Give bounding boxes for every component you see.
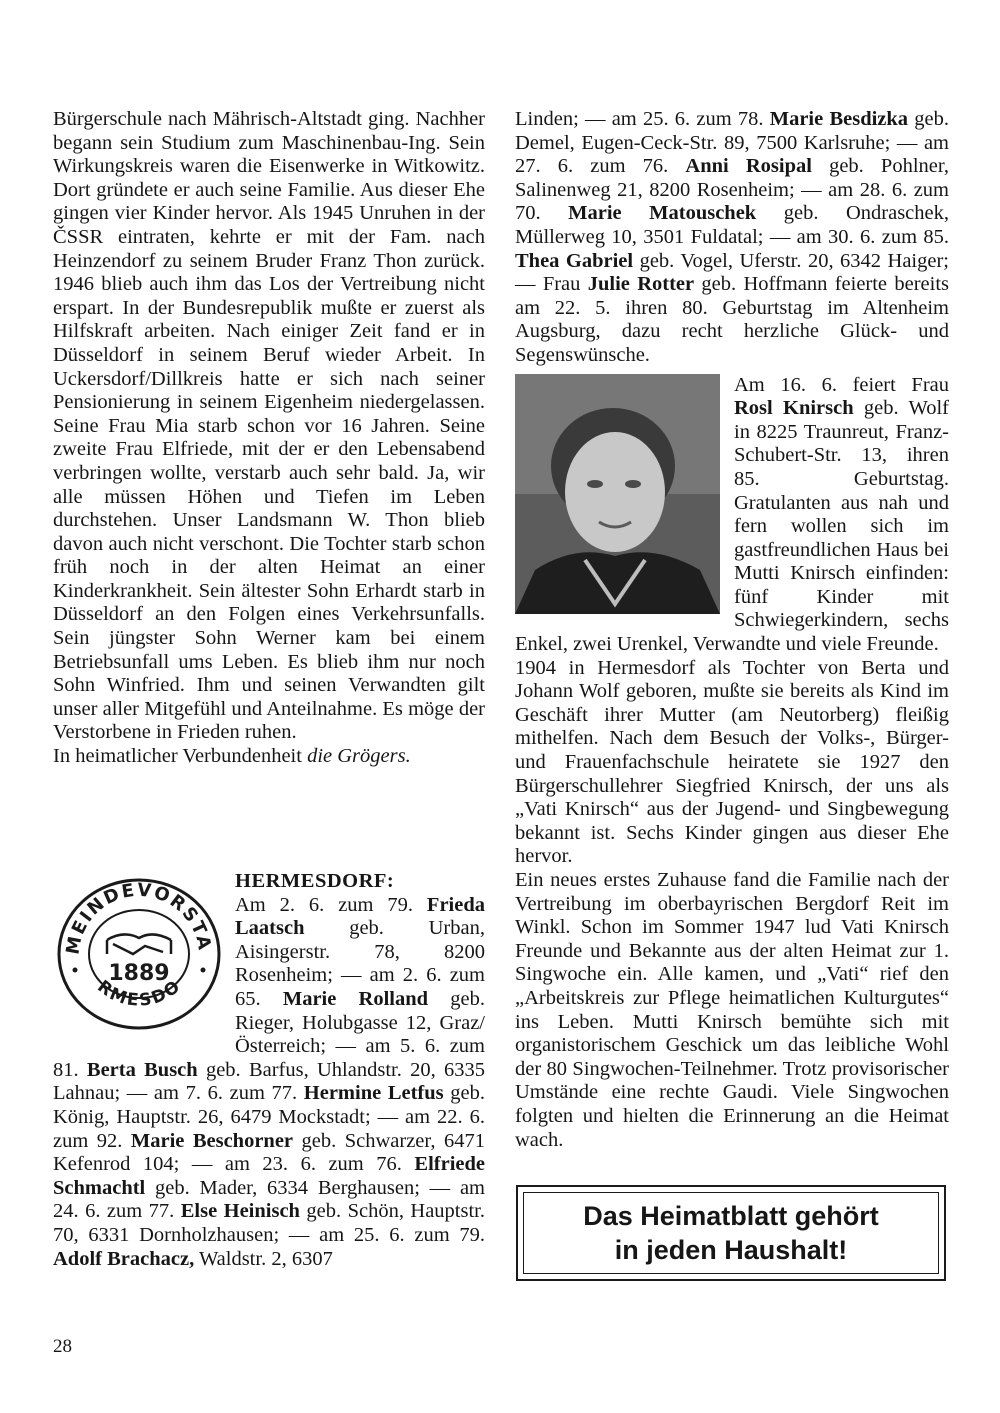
birthday-name: Adolf Brachacz, [53, 1247, 195, 1270]
birthday-name: Marie Besdizka [769, 108, 909, 130]
page-number: 28 [53, 1336, 72, 1357]
left-column-top [53, 108, 485, 769]
hermesdorf-birthdays: HERMESDORF: Am 2. 6. zum 79. Frieda Laatsch geb. Urban, Aisingerstr. 78, 8200 Rosenheim; — am 2. 6. zum 65. Marie Rolland geb. Rieger, Holubgasse 12, Graz/ Österreich; — am 5. 6. zum 81. Berta Busch geb. Barfus, Uhlandstr. 20, 6335 Lahnau; — am 7. 6. zum 77. Hermine Letfus geb. König, Hauptstr. 26, 6479 Mockstadt; — am 22. 6. zum 92. Marie Beschorner geb. Schwarzer, 6471 Kefenrod 104; — am 23. 6. zum 76. Elfriede Schmachtl geb. Mader, 6334 Berghausen; — am 24. 6. zum 77. Else Heinisch geb. Schön, Hauptstr. 70, 6331 Dornholzhausen; — am 25. 6. zum 79. Adolf Brachacz, Waldstr. 2, 6307 [53, 870, 486, 1270]
closing-line [53, 745, 485, 769]
birthday-name: Marie Rolland [282, 987, 429, 1010]
portrait-paragraph: Am 16. 6. feiert Frau Rosl Knirsch geb. Wolf in 8225 Traunreut, Franz-Schubert-Str. 13, ihren 85. Geburtstag. Gratulanten aus nah und fern wollen sich im gastfreundlichen Haus bei Mutti Knirsch einfinden: fünf Kinder mit Schwiegerkindern, sechs Enkel, zwei Urenkel, Verwandte und viele Freunde. [515, 373, 949, 656]
portrait-woman-icon [515, 374, 720, 614]
birthday-name: Hermine Letfus [303, 1082, 444, 1105]
birthday-name: Rosl Knirsch [734, 397, 854, 420]
birthday-name: Marie Beschorner [130, 1129, 294, 1152]
handshake-icon [107, 934, 171, 954]
birthday-name: Marie Matouschek [568, 202, 757, 225]
seal-stamp-icon [53, 874, 225, 1034]
svg-text:GEMEINDEVORSTAND [53, 874, 215, 956]
seal-text-top: MEINDEVORSTA [62, 879, 216, 957]
heimatblatt-banner [516, 1185, 946, 1281]
closing-signature: die Grögers. [307, 745, 411, 768]
biography-paragraph-2: Ein neues erstes Zuhause fand die Familie nach der Vertreibung im oberbayrischen Bergdorf Reit im Winkl. Schon im Sommer 1947 lud Vati Knirsch Freunde und Bekannte aus der alten Heimat zur 1. Singwoche ein. Alle kamen, und „Vati“ rief den „Arbeitskreis zur Pflege heimatlichen Kulturgutes“ ins Leben. Mutti Knirsch bemühte sich mit organistorischem Geschick um das leibliche Wohl der 80 Singwochen-Teilnehmer. Trotz provisorischer Umstände eine rechte Gaudi. Viele Singwochen folgten und hielten die Erinnerung an die Heimat wach. [515, 869, 949, 1151]
birthday-name: Anni Rosipal [685, 155, 812, 178]
birthday-name: Frieda Laatsch [235, 893, 485, 940]
birthday-name: Elfriede Schmachtl [53, 1153, 485, 1199]
municipal-seal [53, 874, 225, 1034]
biography-paragraph: 1904 in Hermesdorf als Tochter von Berta und Johann Wolf geboren, mußte sie bereits als Kind im Geschäft ihrer Mutter (am Neutorberg) fleißig mithelfen. Nach dem Besuch der Volks-, Bürger- und Frauenfachschule heiratete sie 1927 den Bürgerschullehrer Siegfried Knirsch, der uns als „Vati Knirsch“ aus der Jugend- und Singbewegung bekannt ist. Sechs Kinder gingen aus dieser Ehe hervor. [515, 656, 949, 868]
banner-line-1: Das Heimatblatt gehört [583, 1201, 879, 1231]
birthday-name: Else Heinisch [180, 1200, 300, 1223]
portrait-photo [515, 374, 720, 614]
section-heading: HERMESDORF: [235, 870, 395, 892]
right-column [515, 108, 949, 1152]
seal-text-bottom: RMESDO [93, 975, 186, 1011]
continued-birthdays: Linden; — am 25. 6. zum 78. Marie Besdizka geb. Demel, Eugen-Ceck-Str. 89, 7500 Karlsruhe; — am 27. 6. zum 76. Anni Rosipal geb. Pohlner, Salinenweg 21, 8200 Rosenheim; — am 28. 6. zum 70. Marie Matouschek geb. Ondraschek, Müllerweg 10, 3501 Fuldatal; — am 30. 6. zum 85. Thea Gabriel geb. Vogel, Uferstr. 20, 6342 Haiger; — Frau Julie Rotter geb. Hoffmann feierte bereits am 22. 5. ihren 80. Geburtstag im Altenheim Augsburg, dazu recht herzliche Glück- und Segenswünsche. [515, 108, 950, 366]
birthday-name: Thea Gabriel [515, 249, 634, 272]
banner-line-2: in jeden Haushalt! [614, 1235, 848, 1265]
birthday-name: Berta Busch [86, 1058, 198, 1081]
obituary-paragraph: Bürgerschule nach Mährisch-Altstadt ging. Nachher begann sein Studium zum Maschinenbau-Ing. Sein Wirkungskreis waren die Eisenwerke in Witkowitz. Dort gründete er auch seine Familie. Aus dieser Ehe gingen vier Kinder hervor. Als 1945 Unruhen in der ČSSR eintraten, kehrte er mit der Fam. nach Heinzendorf zu seinem Bruder Franz Thon zurück. 1946 blieb auch ihm das Los der Vertreibung nicht erspart. In der Bundesrepublik mußte er zuerst als Hilfskraft arbeiten. Nach einiger Zeit fand er in Düsseldorf in seinem Beruf wieder Arbeit. In Uckersdorf/Dillkreis hatte er sich nach seiner Pensionierung in seinem Eigenheim niedergelassen. Seine Frau Mia starb schon vor 16 Jahren. Seine zweite Frau Elfriede, mit der er den Lebensabend verbringen wollte, verstarb auch sehr bald. Ja, wir alle müssen Höhen und Tiefen im Leben durchstehen. Unser Landsmann W. Thon blieb davon auch nicht verschont. Die Tochter starb schon früh noch in der alten Heimat an einer Kinderkrankheit. Sein ältester Sohn Erhardt starb in Düsseldorf an den Folgen eines Verkehrsunfalls. Sein jüngster Sohn Werner kam bei einem Betriebsunfall ums Leben. Es blieb ihm nur noch Sohn Winfried. Ihm und seinen Verwandten gilt unser aller Mitgefühl und Anteilnahme. Es möge der Verstorbene in Frieden ruhen. [53, 108, 485, 744]
closing-prefix: In heimatlicher Verbundenheit [53, 745, 302, 768]
left-column-bottom [53, 870, 485, 1271]
seal-year: 1889 [108, 961, 170, 986]
birthday-name: Julie Rotter [587, 273, 695, 296]
